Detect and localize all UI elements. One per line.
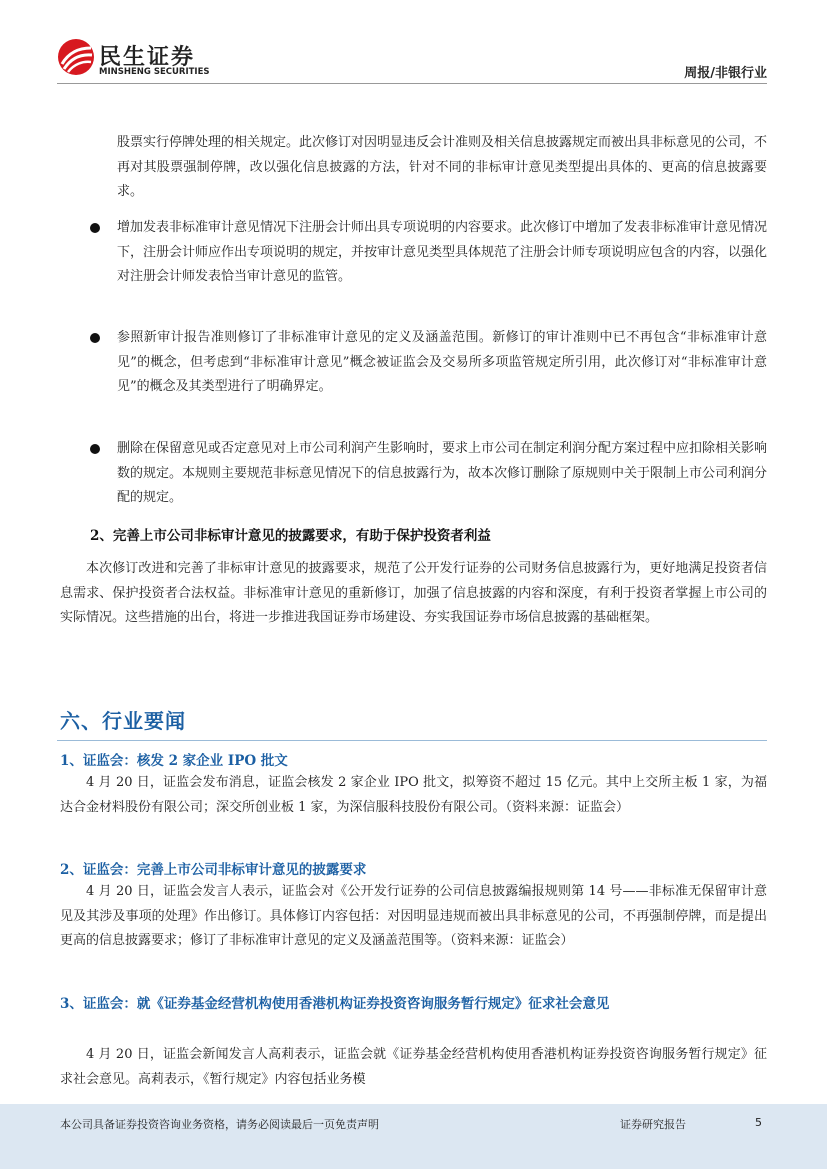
bullet-dot (90, 444, 100, 454)
footer-report-label: 证券研究报告 (620, 1118, 686, 1131)
news-2-body: 4 月 20 日，证监会发言人表示，证监会对《公开发行证券的公司信息披露编报规则第 14 号——非标准无保留审计意见及其涉及事项的处理》作出修订。具体修订内容包括：对因明显违规而被出具非标意见的公司，不再强制停牌，而是提出更高的信息披露要求；修订了非标准审计意见的定义及涵盖范围等。（资料来源：证监会） (60, 884, 767, 948)
news-3-title: 3、证监会：就《证券基金经营机构使用香港机构证券投资咨询服务暂行规定》征求社会意见 (60, 996, 610, 1012)
news-2-title: 2、证监会：完善上市公司非标审计意见的披露要求 (60, 862, 367, 878)
header-divider (57, 83, 767, 84)
minsheng-logo-icon (57, 38, 95, 76)
intro-paragraph: 股票实行停牌处理的相关规定。此次修订对因明显违反会计准则及相关信息披露规定而被出具非标意见的公司，不再对其股票强制停牌，改以强化信息披露的方法，针对不同的非标审计意见类型提出具体的、更高的信息披露要求。 (117, 135, 768, 199)
bullet-dot (90, 223, 100, 233)
report-type-label: 周报/非银行业 (684, 66, 767, 81)
news-3-body: 4 月 20 日，证监会新闻发言人高莉表示，证监会就《证券基金经营机构使用香港机构证券投资咨询服务暂行规定》征求社会意见。高莉表示，《暂行规定》内容包括业务模 (60, 1047, 767, 1087)
subsection-2-title: 2、完善上市公司非标审计意见的披露要求，有助于保护投资者利益 (90, 528, 491, 544)
bullet-dot (90, 333, 100, 343)
news-1-title: 1、证监会：核发 2 家企业 IPO 批文 (60, 753, 288, 769)
footer-disclaimer: 本公司具备证券投资咨询业务资格，请务必阅读最后一页免责声明 (60, 1118, 379, 1131)
page-footer (0, 1104, 827, 1169)
page-number: 5 (755, 1116, 762, 1129)
section-6-title: 六、行业要闻 (60, 709, 186, 733)
bullet-item-2: 参照新审计报告准则修订了非标准审计意见的定义及涵盖范围。新修订的审计准则中已不再包含“非标准审计意见”的概念，但考虑到“非标准审计意见”概念被证监会及交易所多项监管规定所引用，此次修订对“非标准审计意见”的概念及其类型进行了明确界定。 (117, 330, 767, 394)
page-header (0, 0, 827, 85)
news-1-body: 4 月 20 日，证监会发布消息，证监会核发 2 家企业 IPO 批文，拟筹资不超过 15 亿元。其中上交所主板 1 家，为福达合金材料股份有限公司；深交所创业板 1 家，为深信服科技股份有限公司。（资料来源：证监会） (60, 775, 767, 815)
bullet-item-1: 增加发表非标准审计意见情况下注册会计师出具专项说明的内容要求。此次修订中增加了发表非标准审计意见情况下，注册会计师应作出专项说明的规定，并按审计意见类型具体规范了注册会计师专项说明应包含的内容，以强化对注册会计师发表恰当审计意见的监管。 (117, 220, 768, 284)
section-divider (57, 740, 767, 741)
subsection-2-body: 本次修订改进和完善了非标审计意见的披露要求，规范了公开发行证券的公司财务信息披露行为，更好地满足投资者信息需求、保护投资者合法权益。非标准审计意见的重新修订，加强了信息披露的内容和深度，有利于投资者掌握上市公司的实际情况。这些措施的出台，将进一步推进我国证券市场建设、夯实我国证券市场信息披露的基础框架。 (60, 561, 767, 625)
bullet-item-3: 删除在保留意见或否定意见对上市公司利润产生影响时，要求上市公司在制定利润分配方案过程中应扣除相关影响数的规定。本规则主要规范非标意见情况下的信息披露行为，故本次修订删除了原规则中关于限制上市公司利润分配的规定。 (117, 441, 768, 505)
logo-chinese-text: 民生证券 (99, 45, 196, 70)
logo-english-text: MINSHENG SECURITIES (99, 67, 210, 77)
minsheng-logo (57, 38, 210, 80)
